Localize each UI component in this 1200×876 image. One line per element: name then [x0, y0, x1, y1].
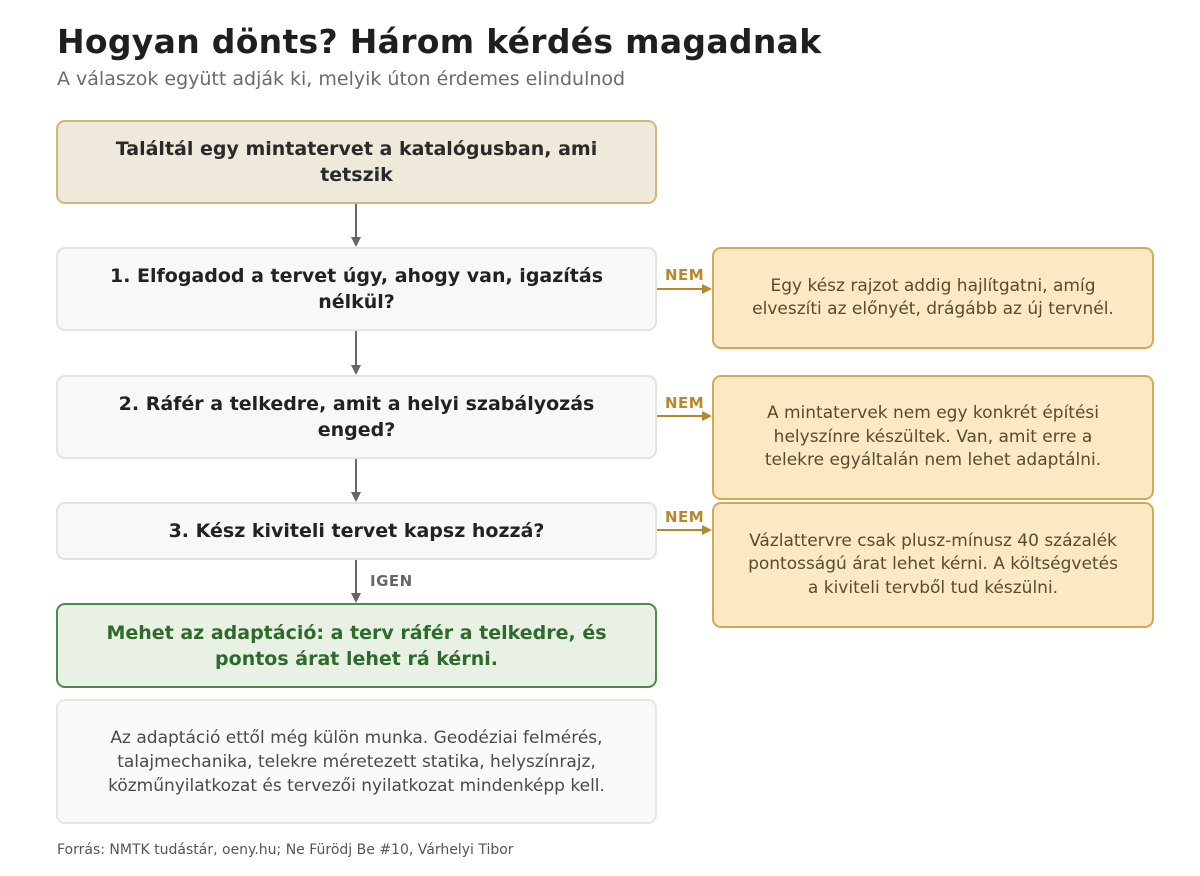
no-label-1: NEM — [665, 266, 705, 284]
no-outcome-1-text: Egy kész rajzot addig hajlítgatni, amíg elveszíti az előnyét, drágább az új tervnél. — [752, 275, 1114, 319]
no-outcome-3 — [712, 502, 1154, 628]
note-text: Az adaptáció ettől még külön munka. Geodéziai felmérés, talajmechanika, telekre méretezett statika, helyszínrajz, közműnyilatkozat és tervezői nyilatkozat mindenképp kell. — [108, 727, 605, 796]
question-1-text: 1. Elfogadod a tervet úgy, ahogy van, igazítás nélkül? — [109, 265, 604, 313]
no-label-3: NEM — [665, 508, 705, 526]
source-credit: Forrás: NMTK tudástár, oeny.hu; Ne Fürödj Be #10, Várhelyi Tibor — [57, 842, 514, 858]
result-node — [56, 603, 657, 688]
start-node — [56, 120, 657, 204]
no-outcome-2 — [712, 375, 1154, 500]
no-outcome-1 — [712, 247, 1154, 349]
no-outcome-2-text: A mintatervek nem egy konkrét építési helyszínre készültek. Van, amit erre a telekre egyáltalán nem lehet adaptálni. — [764, 403, 1102, 471]
question-2-text: 2. Ráfér a telkedre, amit a helyi szabályozás enged? — [118, 393, 595, 441]
start-text: Találtál egy mintatervet a katalógusban, ami tetszik — [115, 138, 598, 186]
question-2-node — [56, 375, 657, 459]
result-text: Mehet az adaptáció: a terv ráfér a telkedre, és pontos árat lehet rá kérni. — [106, 621, 607, 670]
page-subtitle: A válaszok együtt adják ki, melyik úton érdemes elindulnod — [57, 68, 626, 90]
question-3-text: 3. Kész kiviteli tervet kapsz hozzá? — [168, 520, 545, 542]
note-box — [56, 699, 657, 824]
no-outcome-3-text: Vázlattervre csak plusz-mínusz 40 százalék pontosságú árat lehet kérni. A költségvetés a kiviteli tervből tud készülni. — [748, 530, 1118, 598]
yes-label: IGEN — [370, 572, 413, 590]
no-label-2: NEM — [665, 394, 705, 412]
page-title: Hogyan dönts? Három kérdés magadnak — [57, 22, 822, 61]
question-3-node — [56, 502, 657, 560]
question-1-node — [56, 247, 657, 331]
